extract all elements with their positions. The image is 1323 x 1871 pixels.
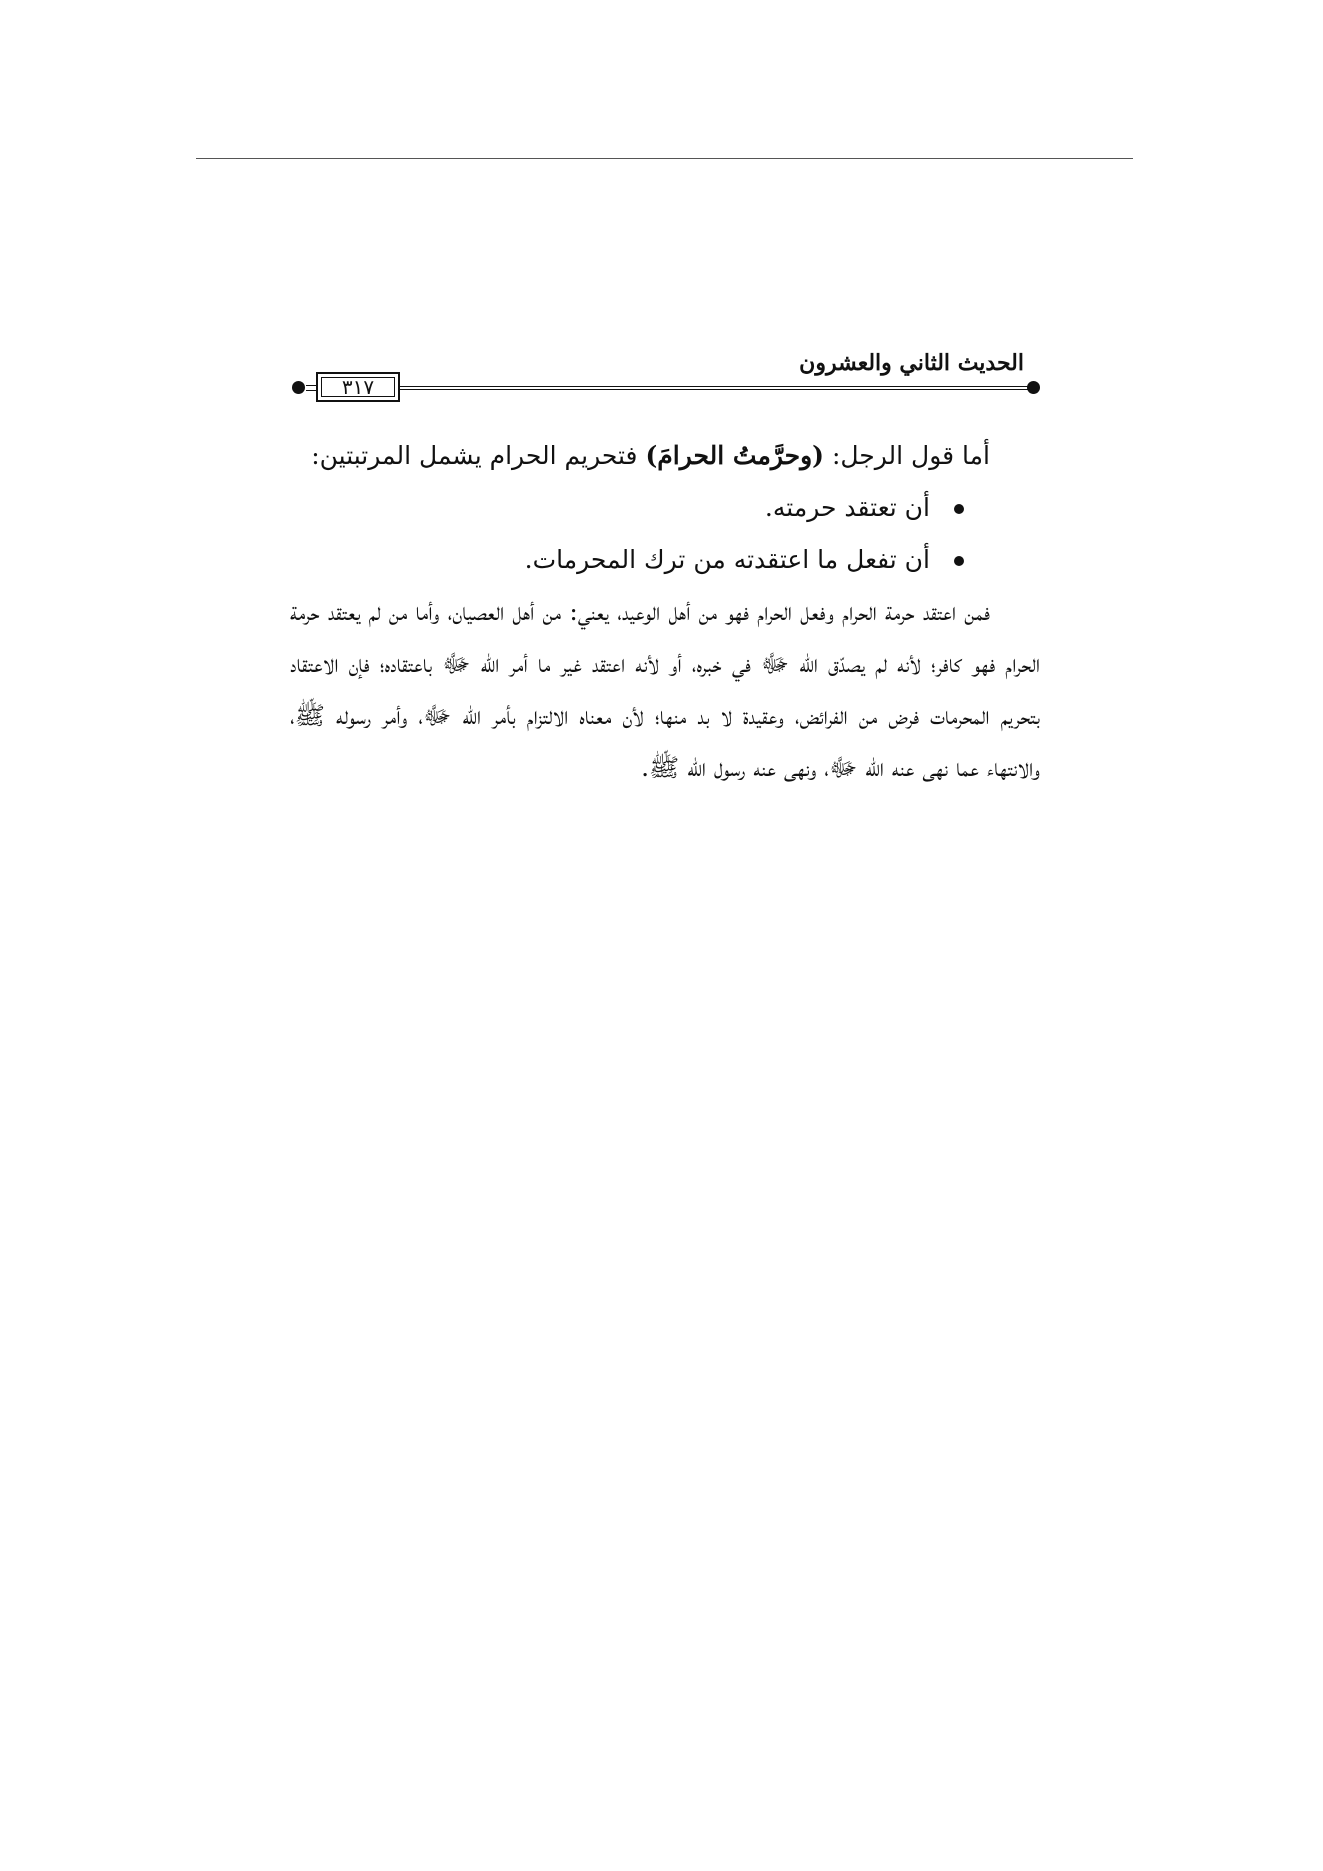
bullet-item: أن تفعل ما اعتقدته من ترك المحرمات. xyxy=(290,534,1040,586)
header-rule xyxy=(400,386,1028,390)
chapter-title: الحديث الثاني والعشرون xyxy=(799,350,1024,376)
intro-paragraph xyxy=(290,430,1040,482)
page-number: ٣١٧ xyxy=(316,372,400,402)
bullet-list xyxy=(290,482,1040,586)
body-text xyxy=(290,430,1040,794)
scan-top-rule xyxy=(196,158,1133,159)
header-dot-right xyxy=(1027,381,1040,394)
running-header xyxy=(290,350,1040,410)
header-dot-left xyxy=(292,381,305,394)
bullet-item: أن تعتقد حرمته. xyxy=(290,482,1040,534)
book-page xyxy=(290,350,1040,1050)
main-paragraph: فمن اعتقد حرمة الحرام وفعل الحرام فهو من أهل الوعيد، يعني: من أهل العصيان، وأما من لم يعتقد حرمة الحرام فهو كافر؛ لأنه لم يصدّق الله ﷻ في خبره، أو لأنه اعتقد غير ما أمر الله ﷻ باعتقاده؛ فإن الاعتقاد بتحريم المحرمات فرض من الفرائض، وعقيدة لا بد منها؛ لأن معناه الالتزام بأمر الله ﷻ، وأمر رسوله ﷺ، والانتهاء عما نهى عنه الله ﷻ، ونهى عنه رسول الله ﷺ. xyxy=(290,597,1040,782)
intro-prefix: أما قول الرجل: xyxy=(824,441,990,470)
hadith-quote: (وحرَّمتُ الحرامَ) xyxy=(645,441,824,470)
intro-suffix: فتحريم الحرام يشمل المرتبتين: xyxy=(311,441,646,470)
